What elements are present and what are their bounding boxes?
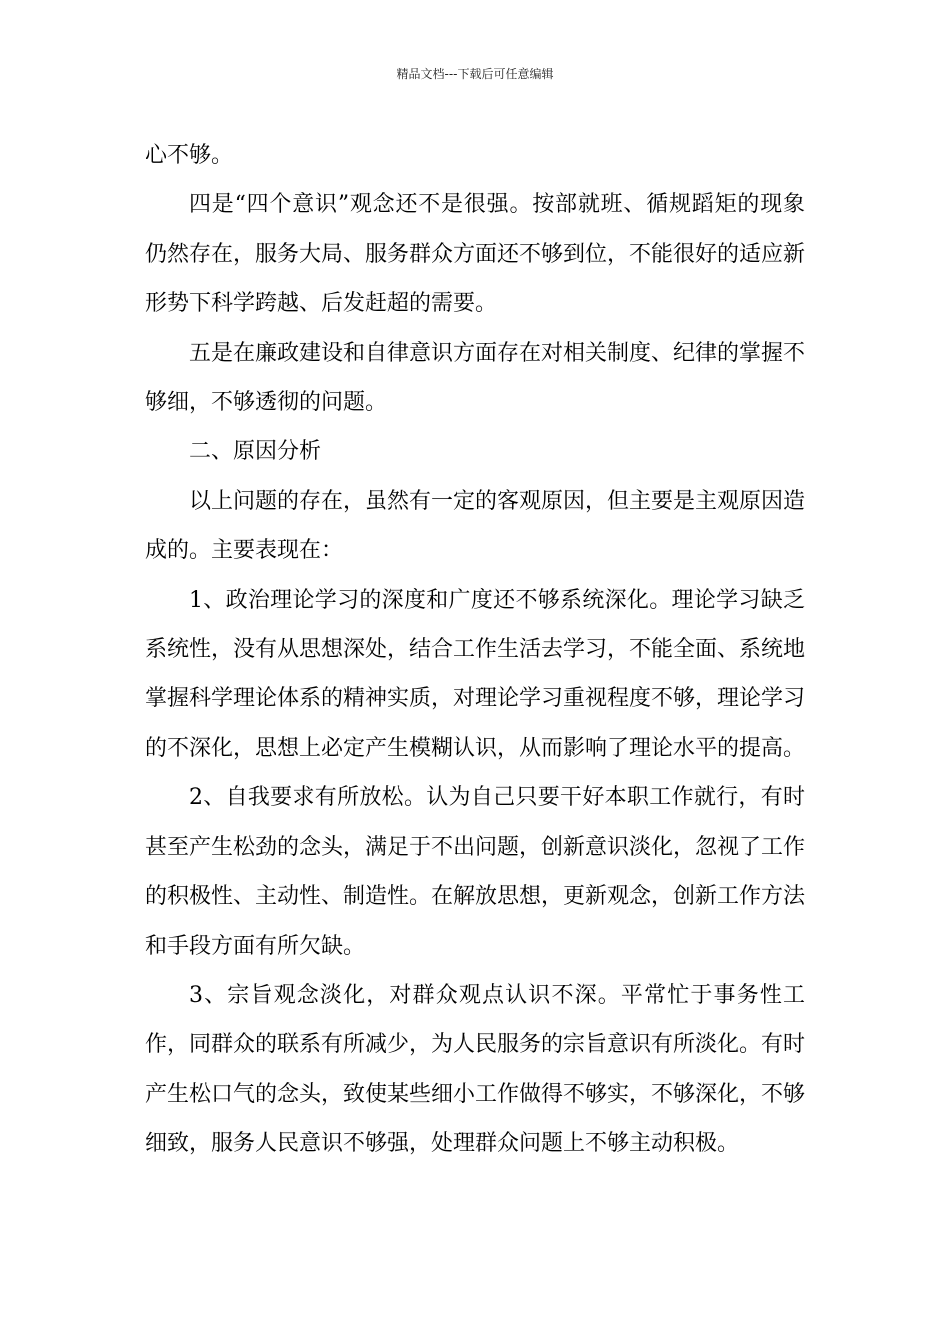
paragraph-2: 四是“四个意识”观念还不是很强。按部就班、循规蹈矩的现象仍然存在，服务大局、服务群众方面还不够到位，不能很好的适应新形势下科学跨越、后发赶超的需要。 [145,192,806,317]
paragraph-1: 心不够。 [145,143,234,168]
paragraph-5: 1、政治理论学习的深度和广度还不够系统深化。理论学习缺乏系统性，没有从思想深处，结合工作生活去学习，不能全面、系统地掌握科学理论体系的精神实质，对理论学习重视程度不够，理论学习的不深化，思想上必定产生模糊认识，从而影响了理论水平的提高。 [145,587,806,761]
page-header: 精品文档---下载后可任意编辑 [396,67,554,81]
paragraph-3: 五是在廉政建设和自律意识方面存在对相关制度、纪律的掌握不够细，不够透彻的问题。 [145,340,806,416]
document-body [145,131,805,1169]
paragraph-7: 3、宗旨观念淡化，对群众观点认识不深。平常忙于事务性工作，同群众的联系有所减少，为人民服务的宗旨意识有所淡化。有时产生松口气的念头，致使某些细小工作做得不够实，不够深化，不够细致，服务人民意识不够强，处理群众问题上不够主动积极。 [145,982,806,1157]
section-heading: 二、原因分析 [189,439,322,465]
paragraph-4: 以上问题的存在，虽然有一定的客观原因，但主要是主观原因造成的。主要表现在： [145,488,806,564]
paragraph-6: 2、自我要求有所放松。认为自己只要干好本职工作就行，有时甚至产生松劲的念头，满足于不出问题，创新意识淡化，忽视了工作的积极性、主动性、制造性。在解放思想，更新观念，创新工作方法和手段方面有所欠缺。 [145,785,806,959]
